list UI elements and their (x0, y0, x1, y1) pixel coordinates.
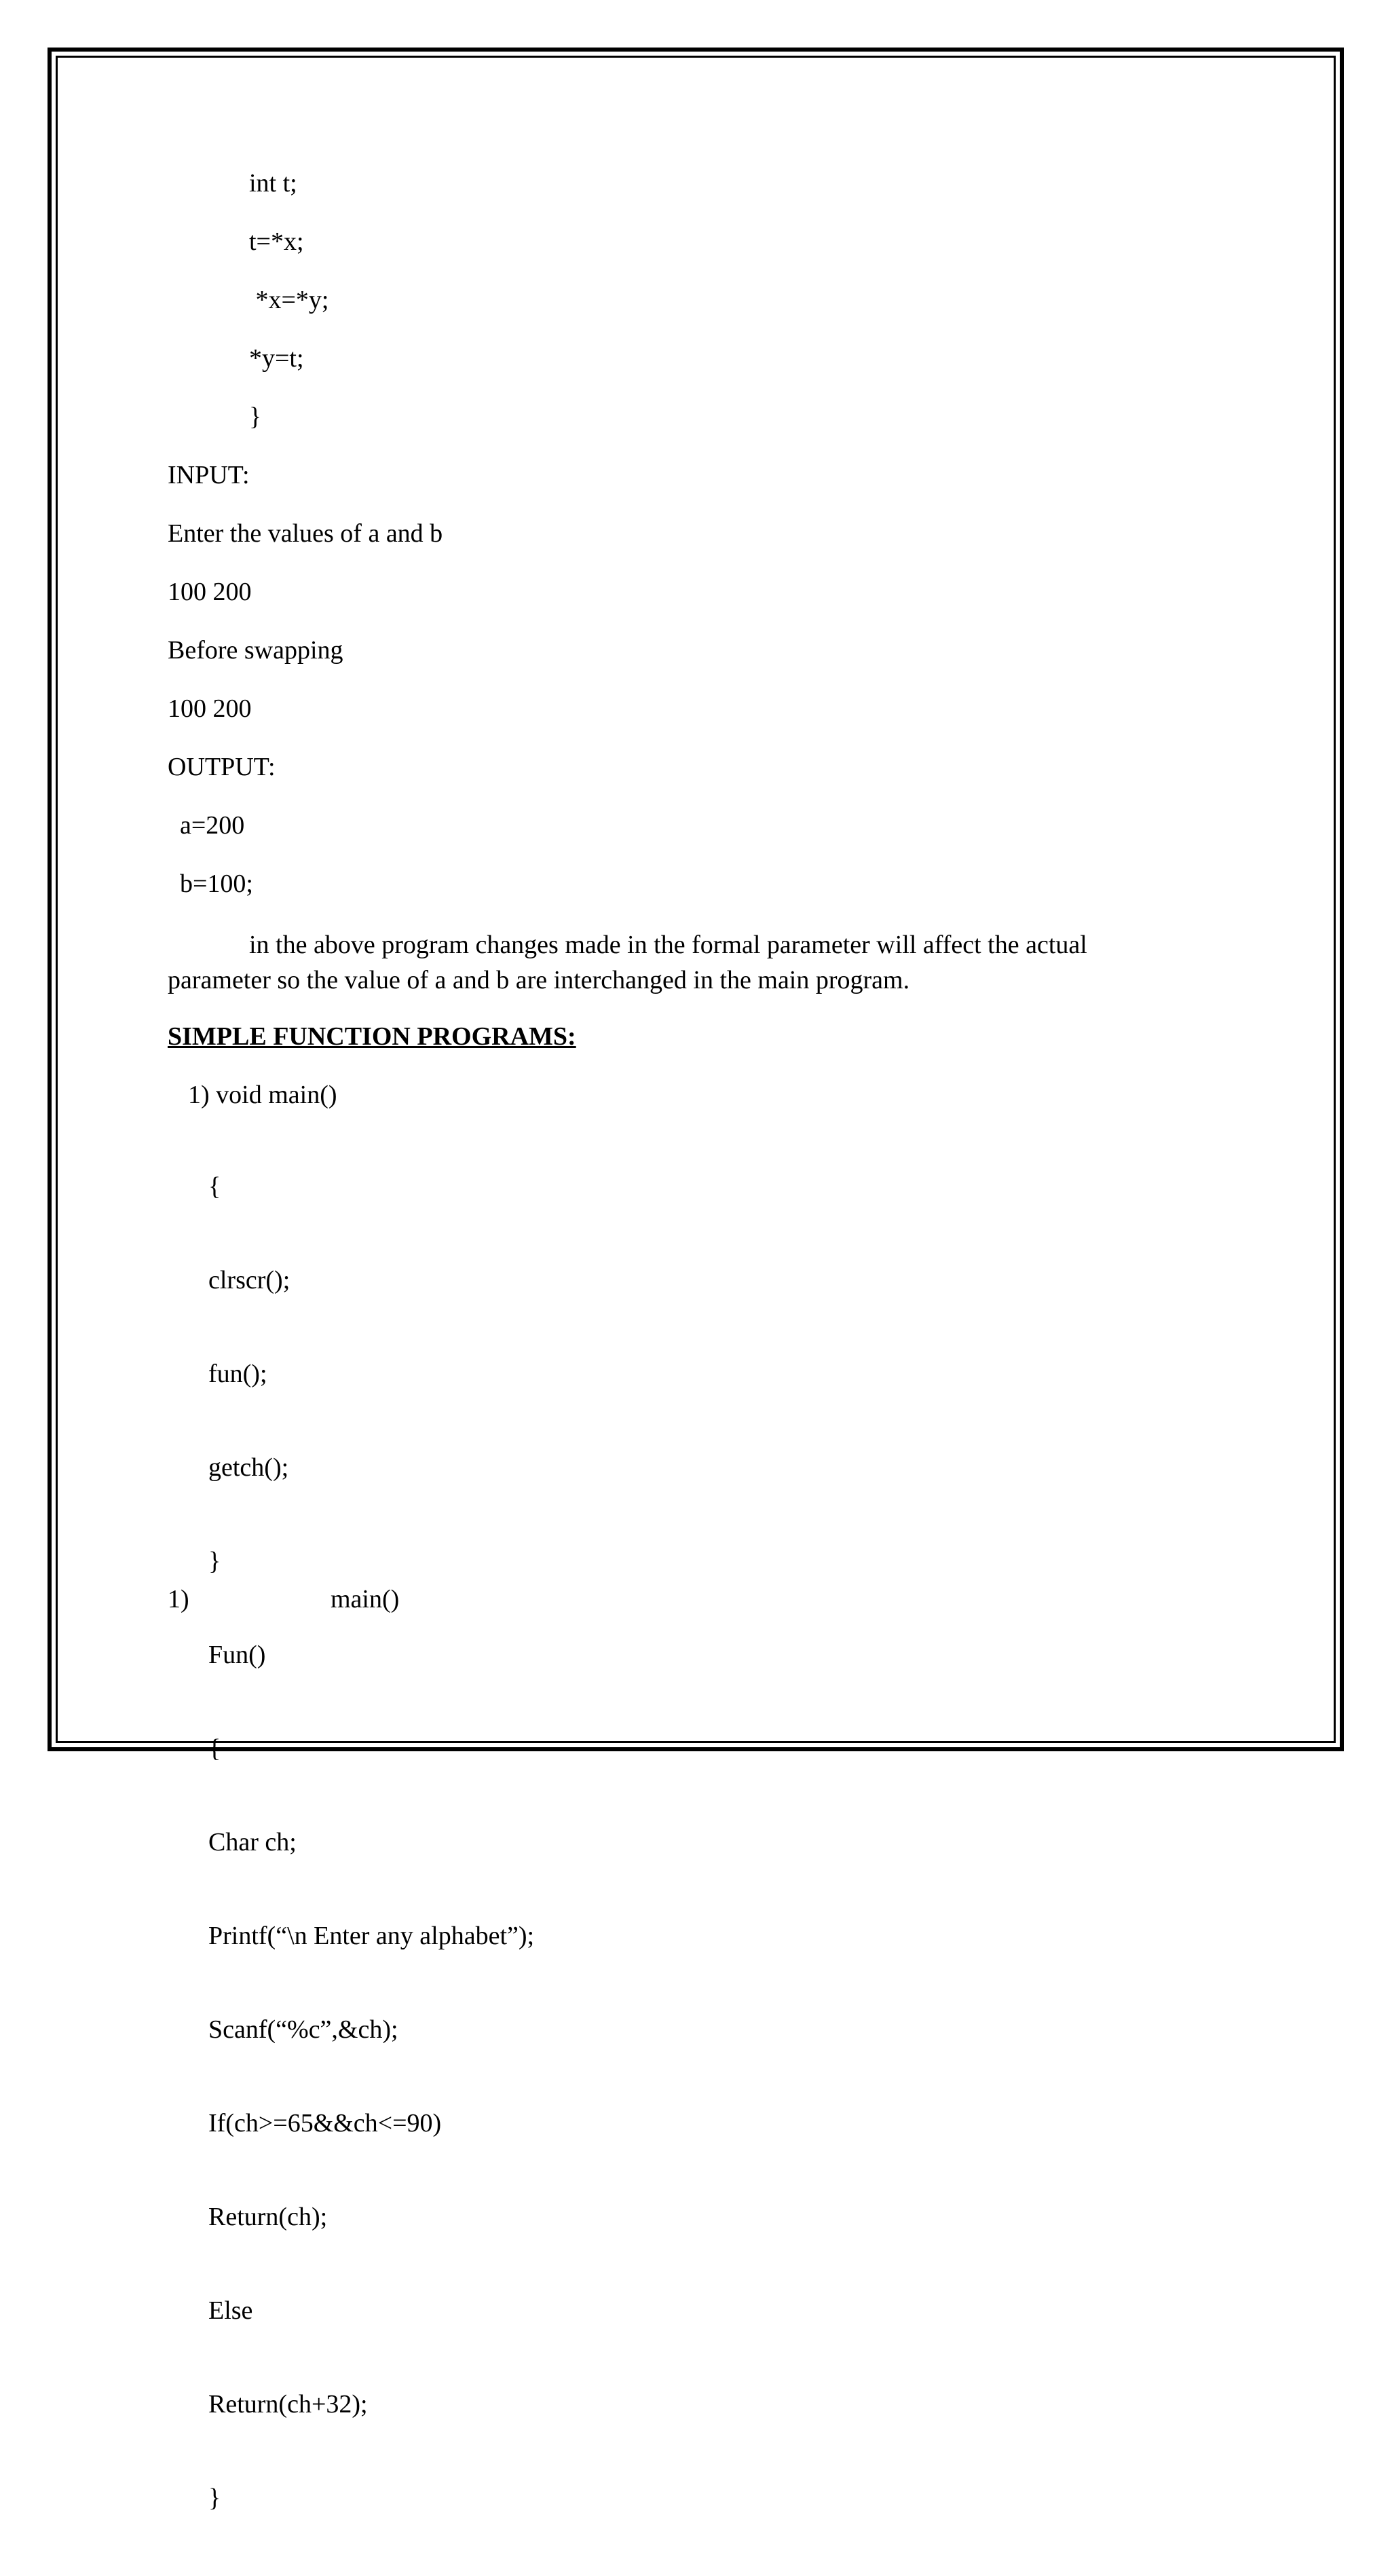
code-line: Char ch; (208, 1828, 297, 1856)
output-label: OUTPUT: (168, 753, 276, 781)
code-line: *y=t; (249, 344, 304, 373)
before-swapping-label: Before swapping (168, 636, 343, 665)
before-swapping-values: 100 200 (168, 694, 252, 723)
code-line: Printf(“\n Enter any alphabet”); (208, 1922, 535, 1950)
code-line: getch(); (208, 1453, 289, 1482)
code-line: If(ch>=65&&ch<=90) (208, 2109, 442, 2138)
code-line: *x=*y; (249, 286, 329, 314)
output-b: b=100; (180, 870, 253, 898)
code-line: { (208, 1734, 221, 1763)
output-a: a=200 (180, 811, 245, 840)
code-line: } (208, 2484, 221, 2512)
code-line: fun(); (208, 1360, 267, 1388)
program-1-header: 1) void main() (188, 1081, 337, 1109)
code-line: } (249, 403, 262, 431)
code-line: Else (208, 2296, 253, 2325)
code-line: Return(ch); (208, 2203, 328, 2231)
code-line: } (208, 1547, 221, 1575)
next-program-number: 1) (168, 1585, 189, 1613)
code-line: Return(ch+32); (208, 2390, 368, 2419)
next-program-header: main() (331, 1585, 400, 1613)
input-prompt: Enter the values of a and b (168, 519, 443, 548)
section-heading: SIMPLE FUNCTION PROGRAMS: (168, 1022, 576, 1051)
code-line: Scanf(“%c”,&ch); (208, 2015, 398, 2044)
input-values: 100 200 (168, 578, 252, 606)
input-label: INPUT: (168, 461, 250, 489)
code-line: clrscr(); (208, 1266, 290, 1294)
program-1-code (208, 1108, 534, 2576)
explanation-paragraph (168, 927, 1165, 998)
code-line: t=*x; (249, 227, 304, 256)
code-line: int t; (249, 169, 297, 198)
code-line: { (208, 1172, 221, 1201)
explanation-text: in the above program changes made in the formal parameter will affect the actual parameter so the value of a and b are interchanged in the main program. (168, 931, 1087, 994)
code-line: Fun() (208, 1641, 266, 1669)
